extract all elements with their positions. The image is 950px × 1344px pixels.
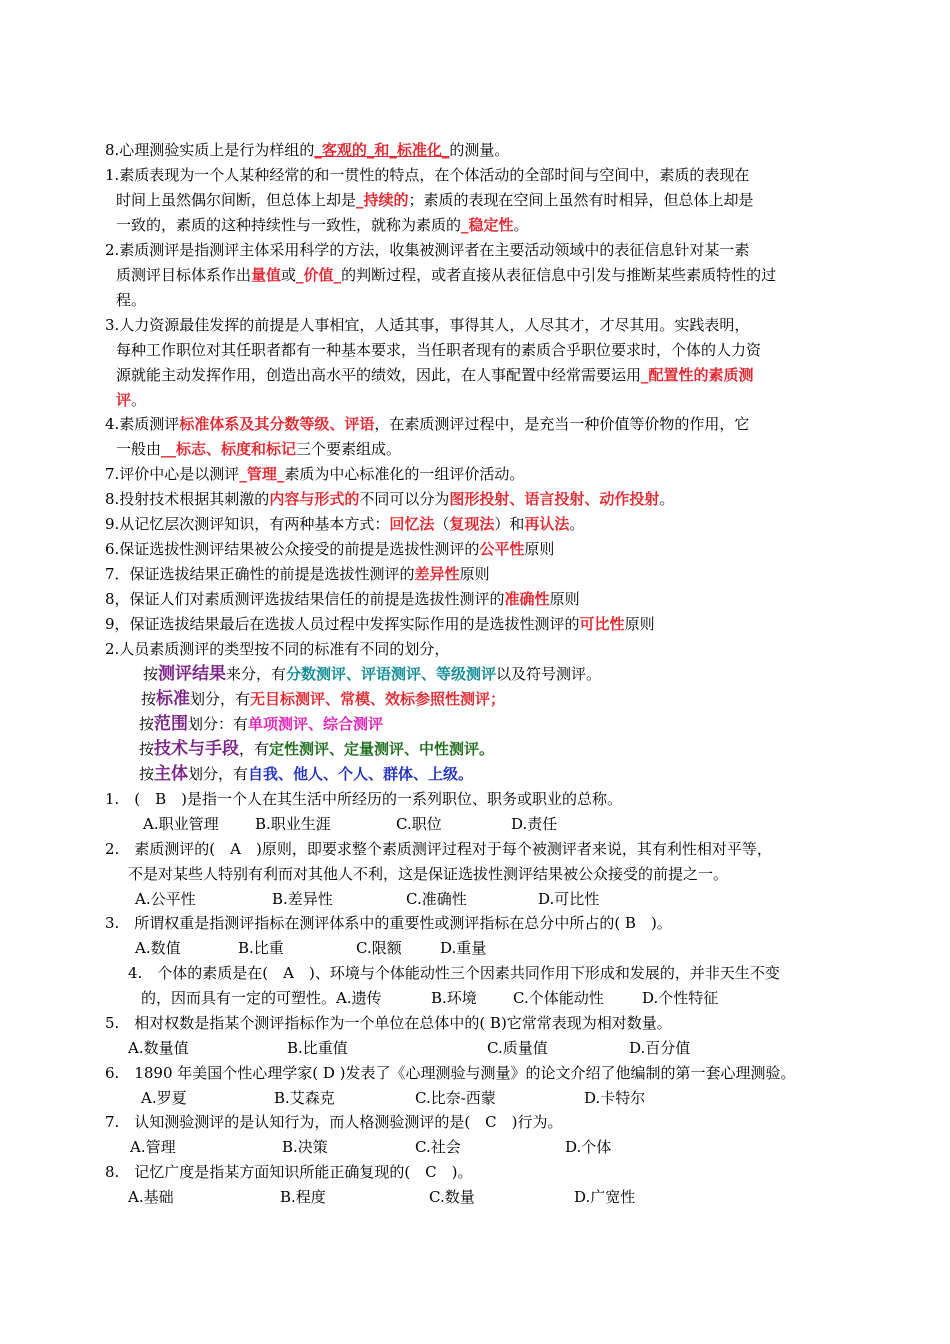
- text-segment: 6.保证选拔性测评结果被公众接受的前提是选拔性测评的: [105, 540, 480, 558]
- text-segment: 源就能主动发挥作用，创造出高水平的绩效，因此，在人事配置中经常需要运用: [116, 366, 642, 384]
- highlighted-answer: 可比性: [579, 615, 625, 633]
- text-segment: 一致的，素质的这种持续性与一致性，就称为素质的: [116, 216, 462, 234]
- text-segment: 9.从记忆层次测评知识，有两种基本方式：: [105, 515, 390, 533]
- text-segment: 3. 所谓权重是指测评指标在测评体系中的重要性或测评指标在总分中所占的( B )。: [105, 914, 672, 932]
- text-line: [143, 814, 219, 834]
- text-segment: 不同可以分为: [359, 490, 450, 508]
- text-line: [105, 539, 554, 559]
- highlighted-answer: 复现法: [449, 515, 495, 533]
- text-line: [143, 664, 601, 684]
- answer-option: B.比重值: [287, 1039, 348, 1057]
- highlighted-answer: 标准: [156, 689, 191, 709]
- highlighted-answer: 差异性: [414, 565, 460, 583]
- text-line: [141, 689, 505, 709]
- text-segment: A.基础: [128, 1188, 174, 1206]
- text-line: [128, 1038, 189, 1058]
- highlighted-answer: 自我、他人、个人、群体、上级。: [248, 765, 474, 783]
- text-segment: 一般由: [116, 440, 162, 458]
- answer-option: D.个体: [565, 1138, 612, 1156]
- text-line: [116, 290, 146, 310]
- text-line: [141, 1088, 187, 1108]
- highlighted-answer: 准确性: [504, 590, 550, 608]
- text-line: [128, 864, 728, 884]
- text-line: [105, 614, 655, 634]
- text-segment: 程。: [116, 291, 147, 309]
- text-segment: 按: [139, 715, 155, 733]
- highlighted-answer: 。: [479, 740, 495, 758]
- highlighted-answer: ；: [490, 690, 506, 708]
- text-line: [105, 639, 449, 659]
- answer-option: B.差异性: [272, 890, 333, 908]
- answer-option: B.环境: [431, 989, 477, 1007]
- highlighted-answer: 量值: [251, 266, 282, 284]
- text-segment: 原则: [524, 540, 555, 558]
- highlighted-answer: _配置性的素质测: [641, 366, 754, 384]
- highlighted-answer: 单项测评、综合测评: [248, 715, 384, 733]
- text-segment: 2. 素质测评的( A )原则，即要求整个素质测评过程对于每个被测评者来说，其有利性相对平等，: [105, 840, 772, 858]
- answer-option: B.职业生涯: [255, 815, 331, 833]
- text-line: [128, 963, 780, 983]
- text-line: [139, 739, 494, 759]
- answer-option: B.比重: [238, 939, 284, 957]
- text-segment: 划分，有: [188, 765, 249, 783]
- highlighted-answer: __标志、标度和标记: [161, 440, 297, 458]
- text-segment: 的判断过程，或者直接从表征信息中引发与推断某些素质特性的过: [341, 266, 777, 284]
- answer-option: C.数量: [429, 1188, 475, 1206]
- text-segment: 7.评价中心是以测评: [105, 465, 240, 483]
- text-segment: 。: [659, 490, 675, 508]
- text-segment: 6. 1890 年美国个性心理学家( D )发表了《心理测验与测量》的论文介绍了他编制的第一套心理测验。: [105, 1064, 796, 1082]
- text-segment: 3.人力资源最佳发挥的前提是人事相宜，人适其事，事得其人，人尽其才，才尽其用。实践表明，: [105, 316, 750, 334]
- text-line: [105, 414, 749, 434]
- text-segment: 按: [141, 690, 157, 708]
- text-segment: 时间上虽然偶尔间断，但总体上却是: [116, 191, 357, 209]
- text-segment: 按: [139, 740, 155, 758]
- text-segment: A.职业管理: [143, 815, 219, 833]
- text-segment: 原则: [459, 565, 490, 583]
- text-segment: 。: [131, 391, 147, 409]
- highlighted-answer: 再认法: [524, 515, 570, 533]
- highlighted-answer: 公平性: [479, 540, 525, 558]
- text-line: [105, 240, 749, 260]
- text-segment: 原则: [549, 590, 580, 608]
- text-segment: 2.人员素质测评的类型按不同的标准有不同的划分，: [105, 640, 450, 658]
- text-segment: 以及符号测评。: [496, 665, 602, 683]
- answer-option: D.重量: [440, 939, 487, 957]
- text-segment: 按: [139, 765, 155, 783]
- answer-option: D.责任: [511, 815, 558, 833]
- answer-option: B.决策: [282, 1138, 328, 1156]
- highlighted-answer: _稳定性: [461, 216, 514, 234]
- answer-option: D.个性特征: [642, 989, 719, 1007]
- answer-option: C.个体能动性: [513, 989, 604, 1007]
- text-line: [105, 564, 490, 584]
- highlighted-answer: _价值_: [296, 266, 342, 284]
- text-segment: 8. 记忆广度是指某方面知识所能正确复现的( C )。: [105, 1163, 473, 1181]
- text-line: [130, 1137, 176, 1157]
- text-line: [105, 1063, 796, 1083]
- text-segment: 8.心理测验实质上是行为样组的: [105, 141, 315, 159]
- text-line: [141, 988, 382, 1008]
- highlighted-answer: 定性测评、定量测评、中性测评: [269, 740, 480, 758]
- text-segment: 不是对某些人特别有利而对其他人不利，这是保证选拔性测评结果被公众接受的前提之一。: [128, 865, 729, 883]
- answer-option: B.程度: [280, 1188, 326, 1206]
- answer-option: C.质量值: [487, 1039, 548, 1057]
- answer-option: C.职位: [396, 815, 442, 833]
- text-segment: 。: [569, 515, 585, 533]
- text-segment: A.数值: [135, 939, 181, 957]
- text-line: [139, 714, 383, 734]
- text-line: [105, 1112, 563, 1132]
- text-line: [116, 390, 146, 410]
- text-segment: 的测量。: [449, 141, 510, 159]
- text-line: [139, 764, 473, 784]
- text-segment: 7．保证选拔结果正确性的前提是选拔性测评的: [105, 565, 415, 583]
- answer-option: D.百分值: [629, 1039, 691, 1057]
- highlighted-answer: 主体: [154, 764, 189, 784]
- answer-option: B.艾森克: [274, 1089, 335, 1107]
- text-segment: 1.素质表现为一个人某种经常的和一贯性的特点，在个体活动的全部时间与空间中，素质的表现在: [105, 166, 750, 184]
- text-segment: 。: [513, 216, 529, 234]
- text-line: [128, 1187, 174, 1207]
- text-segment: 或: [281, 266, 297, 284]
- text-segment: 8，保证人们对素质测评选拔结果信任的前提是选拔性测评的: [105, 590, 505, 608]
- text-segment: 按: [143, 665, 159, 683]
- highlighted-answer: 评: [116, 391, 132, 409]
- highlighted-answer: _管理_: [239, 465, 285, 483]
- highlighted-answer: _客观的_和_标准化_: [314, 141, 450, 159]
- text-segment: 原则: [624, 615, 655, 633]
- text-line: [105, 589, 580, 609]
- text-line: [105, 464, 524, 484]
- highlighted-answer: 分数测评、评语测评、等级测评: [286, 665, 497, 683]
- text-line: [105, 1162, 473, 1182]
- text-line: [105, 489, 674, 509]
- text-segment: A.管理: [130, 1138, 176, 1156]
- text-line: [116, 215, 529, 235]
- text-line: [116, 190, 754, 210]
- answer-option: C.比奈-西蒙: [415, 1089, 496, 1107]
- text-segment: 每种工作职位对其任职者都有一种基本要求，当任职者现有的素质合乎职位要求时，个体的人力资: [116, 341, 762, 359]
- text-segment: 2.素质测评是指测评主体采用科学的方法，收集被测评者在主要活动领域中的表征信息针对某一素: [105, 241, 750, 259]
- text-line: [135, 938, 181, 958]
- text-segment: （: [434, 515, 450, 533]
- answer-option: C.社会: [415, 1138, 461, 1156]
- text-segment: 三个要素组成。: [296, 440, 402, 458]
- text-line: [116, 365, 754, 385]
- text-segment: ；素质的表现在空间上虽然有时相异，但总体上却是: [408, 191, 754, 209]
- text-line: [105, 140, 509, 160]
- text-segment: ）和: [494, 515, 525, 533]
- text-line: [105, 165, 749, 185]
- highlighted-answer: 测评结果: [158, 664, 227, 684]
- text-segment: A.数量值: [128, 1039, 189, 1057]
- text-segment: 7. 认知测验测评的是认知行为，而人格测验测评的是( C )行为。: [105, 1113, 563, 1131]
- text-line: [105, 839, 772, 859]
- text-line: [116, 439, 401, 459]
- answer-option: D.广宽性: [574, 1188, 636, 1206]
- text-segment: 的，因而具有一定的可塑性。A.遗传: [141, 989, 382, 1007]
- text-segment: A.公平性: [135, 890, 196, 908]
- text-segment: 素质为中心标准化的一组评价活动。: [284, 465, 525, 483]
- answer-option: D.卡特尔: [584, 1089, 646, 1107]
- text-segment: 质测评目标体系作出: [116, 266, 252, 284]
- text-segment: 5. 相对权数是指某个测评指标作为一个单位在总体中的( B)它常常表现为相对数量。: [105, 1014, 672, 1032]
- highlighted-answer: 技术与手段: [154, 739, 240, 759]
- text-line: [135, 889, 196, 909]
- highlighted-answer: 无目标测评、常模、效标参照性测评: [250, 690, 491, 708]
- text-line: [116, 265, 776, 285]
- text-segment: 划分，有: [190, 690, 251, 708]
- highlighted-answer: 标准体系及其分数等级、评语: [179, 415, 375, 433]
- text-line: [105, 315, 749, 335]
- text-segment: A.罗夏: [141, 1089, 187, 1107]
- text-segment: 4. 个体的素质是在( A )、环境与个体能动性三个因素共同作用下形成和发展的，并非天生不变: [128, 964, 780, 982]
- text-line: [105, 1013, 672, 1033]
- text-segment: 9，保证选拔结果最后在选拔人员过程中发挥实际作用的是选拔性测评的: [105, 615, 580, 633]
- answer-option: C.准确性: [406, 890, 467, 908]
- text-line: [105, 514, 584, 534]
- answer-option: C.限额: [356, 939, 402, 957]
- text-segment: 4.素质测评: [105, 415, 180, 433]
- answer-option: D.可比性: [538, 890, 600, 908]
- text-segment: 来分，有: [226, 665, 287, 683]
- text-line: [105, 913, 672, 933]
- text-segment: 8.投射技术根据其刺激的: [105, 490, 270, 508]
- highlighted-answer: 回忆法: [389, 515, 435, 533]
- text-segment: 1. ( B )是指一个人在其生活中所经历的一系列职位、职务或职业的总称。: [105, 790, 623, 808]
- text-segment: 划分：有: [188, 715, 249, 733]
- highlighted-answer: 范围: [154, 714, 189, 734]
- text-segment: ，有: [239, 740, 270, 758]
- text-line: [116, 340, 761, 360]
- highlighted-answer: _持续的: [356, 191, 409, 209]
- text-line: [105, 789, 622, 809]
- highlighted-answer: 图形投射、语言投射、动作投射: [449, 490, 660, 508]
- highlighted-answer: 内容与形式的: [269, 490, 360, 508]
- text-segment: ，在素质测评过程中，是充当一种价值等价物的作用，它: [374, 415, 750, 433]
